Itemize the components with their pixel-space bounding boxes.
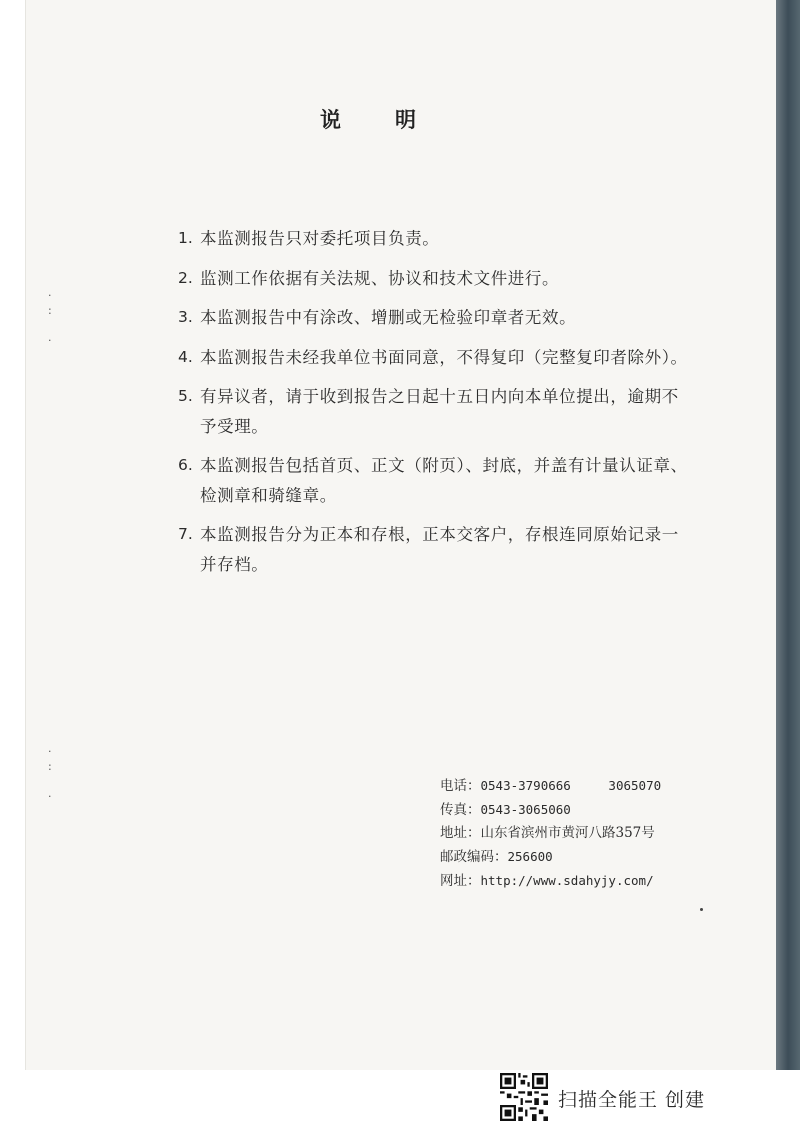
item-text: 本监测报告只对委托项目负责。 [200, 229, 440, 248]
phone-label: 电话： [440, 778, 481, 794]
list-item [178, 382, 698, 441]
website-label: 网址： [440, 873, 481, 889]
list-item [178, 224, 698, 254]
list-item [178, 303, 698, 333]
list-item [178, 343, 698, 373]
qr-code-icon [500, 1073, 548, 1121]
item-number: 3. [178, 308, 193, 326]
address-label: 地址： [440, 825, 481, 841]
fax-value: 0543-3065060 [480, 802, 571, 817]
list-item [178, 451, 698, 510]
address-value: 山东省滨州市黄河八路357号 [480, 825, 655, 841]
list-item [178, 520, 698, 579]
item-number: 1. [178, 229, 193, 247]
website-row [440, 869, 661, 893]
website-value: http://www.sdahyjy.com/ [480, 873, 654, 888]
binding-hole-marks-top: · : · [48, 289, 52, 347]
postcode-value: 256600 [507, 849, 553, 864]
scanner-watermark: 扫描全能王 创建 [558, 1089, 706, 1111]
item-text: 本监测报告未经我单位书面同意，不得复印（完整复印者除外）。 [200, 347, 688, 367]
address-row [440, 822, 661, 845]
contact-block [440, 774, 661, 893]
list-item [178, 264, 698, 294]
item-number: 4. [178, 347, 193, 366]
binding-hole-marks-bottom: · : · [48, 745, 52, 803]
postcode-row [440, 845, 661, 869]
item-number: 7. [178, 525, 193, 543]
fax-label: 传真： [440, 802, 481, 818]
phone-row [440, 774, 661, 798]
item-number: 6. [178, 456, 193, 474]
postcode-label: 邮政编码： [440, 849, 508, 865]
item-text: 本监测报告中有涂改、增删或无检验印章者无效。 [200, 308, 577, 327]
scan-speck [700, 908, 703, 911]
page-title: 说明 [320, 107, 470, 132]
phone-value: 0543-3790666 3065070 [480, 778, 662, 793]
item-text: 监测工作依据有关法规、协议和技术文件进行。 [200, 268, 560, 288]
item-number: 5. [178, 387, 193, 405]
item-text: 本监测报告包括首页、正文（附页）、封底，并盖有计量认证章、 检测章和骑缝章。 [200, 456, 688, 505]
item-text: 有异议者，请于收到报告之日起十五日内向本单位提出，逾期不 予受理。 [200, 387, 679, 436]
item-number: 2. [178, 268, 193, 287]
notes-list [178, 224, 698, 589]
fax-row [440, 798, 661, 822]
scan-edge [776, 0, 800, 1070]
item-text: 本监测报告分为正本和存根，正本交客户，存根连同原始记录一 并存档。 [200, 525, 679, 574]
